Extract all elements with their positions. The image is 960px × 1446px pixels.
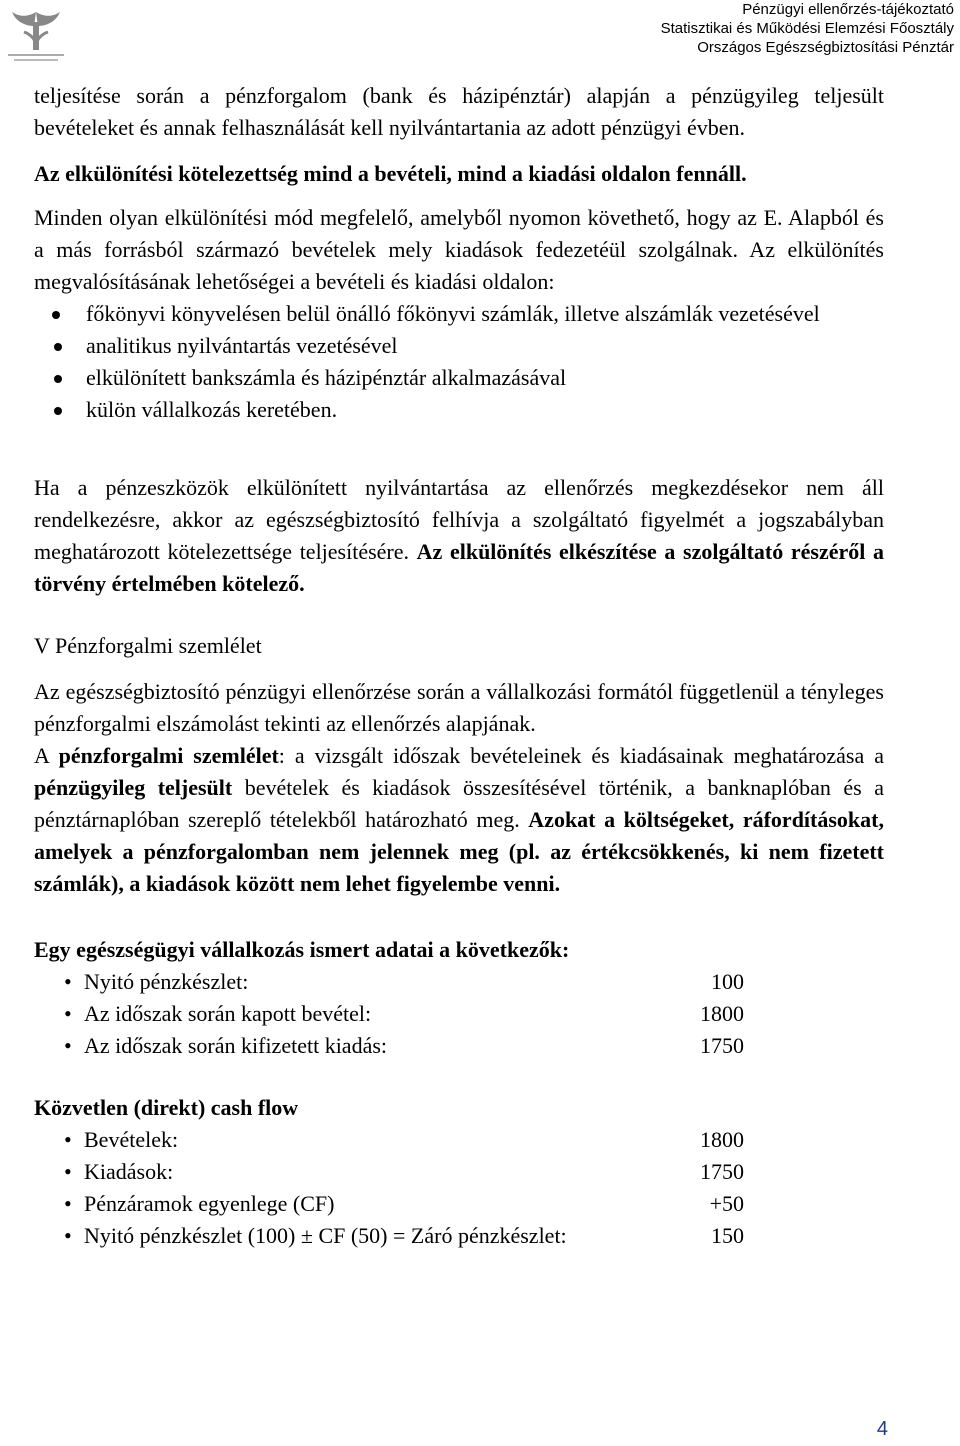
list-item (34, 1156, 884, 1188)
paragraph-3: Minden olyan elkülönítési mód megfelelő, amelyből nyomon követhető, hogy az E. Alapból és a más forrásból származó bevételek mely kiadások fedezetéül szolgálnak. Az elkülönítés megvalósításának lehetőségei a bevételi és kiadási oldalon: (34, 205, 884, 294)
item-value: 1800 (700, 1127, 744, 1152)
cashflow-title: Közvetlen (direkt) cash flow (34, 1095, 299, 1120)
list-item: főkönyvi könyvelésen belül önálló főkönyvi számlák, illetve alszámlák vezetésével (34, 298, 884, 330)
item-label: Nyitó pénzkészlet: (84, 969, 249, 994)
separation-options-list (34, 298, 884, 426)
document-header (661, 0, 954, 57)
item-value: +50 (709, 1191, 744, 1216)
list-item: analitikus nyilvántartás vezetésével (34, 330, 884, 362)
p6-a: A (34, 743, 59, 768)
list-item (34, 1220, 884, 1252)
oep-logo (4, 4, 68, 68)
list-item: külön vállalkozás keretében. (34, 394, 884, 426)
item-label: Az időszak során kapott bevétel: (84, 1001, 372, 1026)
list-item (34, 1188, 884, 1220)
paragraph-4 (34, 472, 884, 600)
list-item (34, 966, 884, 998)
p6-emphasis: Azokat a költségeket, ráfordításokat, amelyek a pénzforgalomban nem jelennek meg (pl. az értékcsökkenés, ki nem fizetett számlák), a kiadások között nem lehet figyelembe venni. (34, 807, 884, 896)
item-value: 1750 (700, 1033, 744, 1058)
p6-e: bevételek és kiadások összesítésével történik, a banknaplóban és a pénztárnaplóban szereplő tételekből határozható meg. (34, 775, 884, 832)
item-value: 1800 (700, 1001, 744, 1026)
list-item: elkülönített bankszámla és házipénztár alkalmazásával (34, 362, 884, 394)
header-line-1: Pénzügyi ellenőrzés-tájékoztató (742, 1, 954, 18)
paragraph-1: teljesítése során a pénzforgalom (bank és házipénztár) alapján a pénzügyileg teljesült bevételeket és annak felhasználását kell nyilvántartania az adott pénzügyi évben. (34, 83, 884, 140)
cashflow-list (34, 1124, 884, 1252)
item-label: Nyitó pénzkészlet (100) ± CF (50) = Záró pénzkészlet: (84, 1223, 567, 1248)
paragraph-6 (34, 740, 884, 900)
header-line-2: Statisztikai és Működési Elemzési Főosztály (660, 20, 954, 37)
page-number: 4 (876, 1418, 888, 1440)
item-label: Bevételek: (84, 1127, 179, 1152)
document-body (34, 80, 884, 1252)
item-value: 150 (711, 1223, 744, 1248)
item-label: Kiadások: (84, 1159, 174, 1184)
paragraph-4-emphasis: Az elkülönítés elkészítése a szolgáltató részéről a törvény értelmében kötelező. (34, 539, 884, 596)
item-value: 100 (711, 969, 744, 994)
item-label: Pénzáramok egyenlege (CF) (84, 1191, 335, 1216)
paragraph-2: Az elkülönítési kötelezettség mind a bevételi, mind a kiadási oldalon fennáll. (34, 161, 747, 186)
section-title: V Pénzforgalmi szemlélet (34, 633, 262, 658)
p6-term: pénzforgalmi szemlélet (58, 743, 279, 768)
header-line-3: Országos Egészségbiztosítási Pénztár (697, 39, 954, 56)
p6-term-2: pénzügyileg teljesült (34, 775, 233, 800)
example-list (34, 966, 884, 1062)
p6-c: : a vizsgált időszak bevételeinek és kiadásainak meghatározása a (278, 743, 884, 768)
item-value: 1750 (700, 1159, 744, 1184)
paragraph-4-text: Ha a pénzeszközök elkülönített nyilvántartása az ellenőrzés megkezdésekor nem áll rendelkezésre, akkor az egészségbiztosító felhívja a szolgáltató figyelmét a jogszabályban meghatározott kötelezettsége teljesítésére. (34, 475, 884, 564)
list-item (34, 1124, 884, 1156)
paragraph-5: Az egészségbiztosító pénzügyi ellenőrzése során a vállalkozási formától függetlenül a tényleges pénzforgalmi elszámolást tekinti az ellenőrzés alapjának. (34, 679, 884, 736)
example-title: Egy egészségügyi vállalkozás ismert adatai a következők: (34, 937, 570, 962)
list-item (34, 1030, 884, 1062)
item-label: Az időszak során kifizetett kiadás: (84, 1033, 388, 1058)
list-item (34, 998, 884, 1030)
